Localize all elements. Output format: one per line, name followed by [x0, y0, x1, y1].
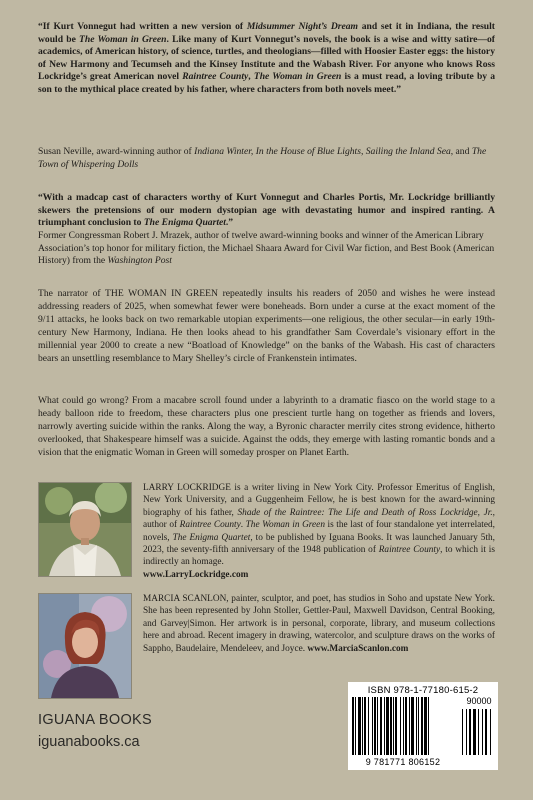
author-portrait-image — [39, 483, 131, 576]
bio-text: , author of — [143, 507, 495, 531]
barcode-icon — [350, 697, 496, 757]
attribution-text: Former Congressman Robert J. Mrazek, author of twelve award-winning books and winner of the American Library Association’s top honor for military fiction, the Michael Shaara Award for Civil War fiction, and Best Book (American History) from the — [38, 230, 495, 267]
attribution-mrazek — [38, 230, 495, 268]
bio-text: , to which it is indirectly an homage. — [143, 545, 495, 568]
book-title: Indiana Winter, In the House of Blue Lights, Sailing the Inland Sea — [194, 146, 451, 157]
artist-website-link[interactable]: www.MarciaScanlon.com — [307, 643, 409, 654]
book-title: Shade of the Raintree: The Life and Death of Ross Lockridge, Jr. — [237, 507, 493, 518]
book-title: Raintree County — [378, 545, 441, 556]
book-title: Raintree County — [179, 520, 241, 531]
quote-text: “With a madcap cast of characters worthy of Kurt Vonnegut and Charles Portis, Mr. Lockridge brilliantly skewers the pretensions of our modern dystopian age with devastating humor and inspired ranting. A triumphant conclusion to — [38, 192, 495, 229]
book-title: The Enigma Quartet — [143, 217, 226, 229]
bio-text: , to be published by Iguana Books. It was launched January 5th, 2023, the seventy-fifth anniversary of the 1948 publication of — [143, 532, 496, 556]
attribution-text: Susan Neville, award-winning author of — [38, 146, 195, 157]
bio-text: is the last of four standalone yet interrelated, novels, — [143, 520, 495, 543]
publisher-name: IGUANA BOOKS — [38, 712, 152, 728]
author-website-link[interactable]: www.LarryLockridge.com — [143, 569, 249, 580]
attribution-text: , and — [450, 146, 472, 157]
quote-vonnegut-neville — [38, 21, 495, 97]
barcode-digits: 9 781771 806152 — [365, 757, 441, 767]
isbn-label: ISBN 978-1-77180-615-2 — [367, 685, 479, 696]
attribution-neville — [38, 146, 495, 171]
book-title: The Enigma Quartet — [172, 532, 251, 543]
artist-portrait-image — [39, 594, 131, 698]
publication-title: Washington Post — [107, 255, 172, 267]
book-title: The Woman in Green — [79, 33, 167, 45]
bio-text: MARCIA SCANLON, painter, sculptor, and poet, has studios in Soho and upstate New York. She has been represented by John Stoller, Gettler-Paul, Maxwell Davidson, Central Booking, and Garvey|Simon. Her artwork is in personal, corporate, library, and museum collections here and abroad. Recent imagery in drawing, watercolor, and sculpture draws on the works of Sappho, Baudelaire, Mendeleev, and Joyce. — [143, 594, 495, 654]
quote-mrazek — [38, 192, 495, 230]
synopsis-paragraph-2: What could go wrong? From a macabre scroll found under a labyrinth to a dramatic fiasco on the world stage to a heady balloon ride to freedom, these characters plus one prescient turtle hang on together as friends and lovers, narrowly averting suicide within the ranks. Along the way, a Byronic character merrily cites strong evidence, hitherto overlooked, that Shakespeare himself was a suicide. Against the odds, they emerge with lasting romantic bonds and a vision that the enigmatic Woman in Green will someday prosper on Planet Earth. — [38, 395, 495, 458]
quote-text: , — [248, 71, 254, 83]
author-photo — [38, 482, 132, 577]
bio-text: . — [240, 520, 246, 531]
book-title: Midsummer Night’s Dream — [246, 21, 359, 32]
quote-text: .” — [225, 217, 234, 229]
artist-bio — [143, 593, 495, 655]
synopsis-paragraph-1: The narrator of THE WOMAN IN GREEN repeatedly insults his readers of 2050 and wishes he were instead addressing readers of 2025, when somewhat fewer were boneheads. Born under a curse at the exact moment of the 9/11 attacks, he looks back on two remarkable utopian experiments—one religious, the other secular—in early 19th-century New Harmony, Indiana. He then looks ahead to his grandfather Sam Coverdale’s visionary effort in the millennial year 2000 to create a new “Boatload of Knowledge” on the banks of the Wabash. His cast of characters bears an unsettling resemblance to Mary Shelley’s circle of Frankenstein intimates. — [38, 288, 495, 364]
quote-text: “If Kurt Vonnegut had written a new version of — [38, 21, 247, 32]
book-title: The Town of Whispering Dolls — [38, 146, 487, 170]
bio-text: LARRY LOCKRIDGE is a writer living in New York City. Professor Emeritus of English, New York University, and a Guggenheim Fellow, he is best known for the award-winning biography of his father, — [143, 483, 495, 518]
quote-text: is a must read, a loving tribute by a son to the mythical place created by his father, where characters from both novels meet.” — [38, 71, 496, 95]
price-code: 90000 — [466, 696, 492, 706]
publisher-url[interactable]: iguanabooks.ca — [38, 734, 140, 750]
book-title: Raintree County — [182, 71, 249, 83]
quote-text: . Like many of Kurt Vonnegut’s novels, the book is a wise and witty satire—of academics, of American history, of science, turtles, and theologians—filled with Hoosier Easter eggs: the history of New Harmony and Tecumseh and the Kinsey Institute and the Wabash River. For anyone who knows Ross Lockridge’s great American novel — [38, 33, 495, 83]
author-bio — [143, 482, 495, 581]
book-title: The Woman in Green — [253, 71, 342, 83]
book-title: The Woman in Green — [245, 520, 325, 531]
quote-text: and set it in Indiana, the result would be — [38, 21, 496, 45]
artist-photo — [38, 593, 132, 699]
